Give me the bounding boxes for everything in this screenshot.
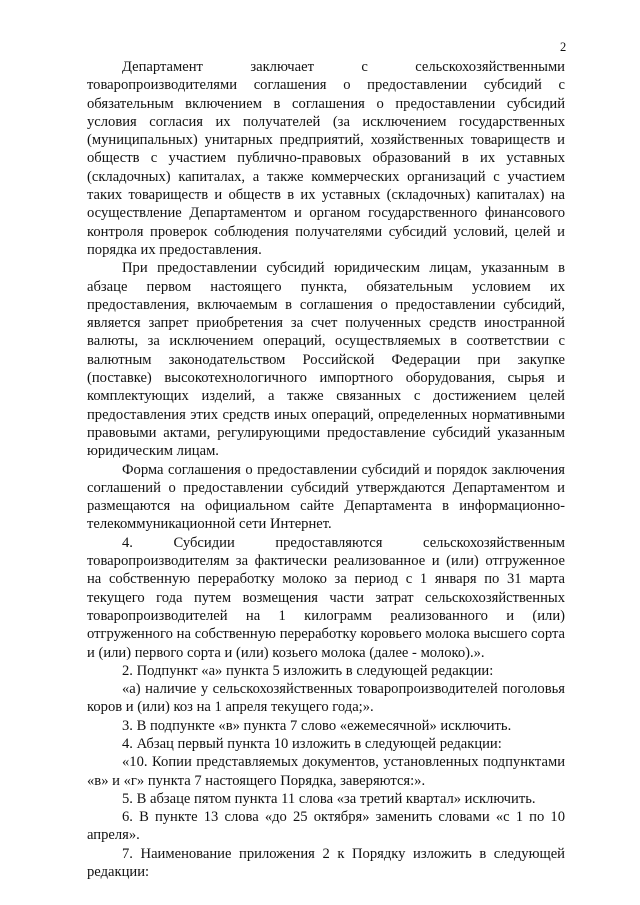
document-body (87, 58, 565, 881)
paragraph: Форма соглашения о предоставлении субсидий и порядок заключения соглашений о предоставлении субсидий утверждаются Департаментом и размещаются на официальном сайте Департамента в информационно-телекоммуникационной сети Интернет. (87, 461, 565, 533)
paragraph: 7. Наименование приложения 2 к Порядку изложить в следующей редакции: (87, 845, 565, 881)
paragraph: 5. В абзаце пятом пункта 11 слова «за третий квартал» исключить. (122, 790, 536, 807)
paragraph: 2. Подпункт «а» пункта 5 изложить в следующей редакции: (122, 662, 494, 679)
paragraph: 4. Абзац первый пункта 10 изложить в следующей редакции: (122, 735, 502, 752)
paragraph: При предоставлении субсидий юридическим лицам, указанным в абзаце первом настоящего пункта, обязательным условием их предоставления, включаемым в соглашения о предоставлении субсидий, является запрет приобретения за счет полученных средств иностранной валюты, за исключением операций, осуществляемых в соответствии с валютным законодательством Российской Федерации при закупке (поставке) высокотехнологичного импортного оборудования, сырья и комплектующих изделий, а также связанных с достижением целей предоставления этих средств иных операций, определенных нормативными правовыми актами, регулирующими предоставление субсидий указанным юридическим лицам. (87, 260, 565, 460)
page-number: 2 (560, 40, 567, 54)
paragraph: 6. В пункте 13 слова «до 25 октября» заменить словами «с 1 по 10 апреля». (87, 809, 565, 844)
paragraph: Департамент заключает с сельскохозяйственными товаропроизводителями соглашения о предоставлении субсидий с обязательным включением в соглашения о предоставлении субсидий условия согласия их получателей (за исключением государственных (муниципальных) унитарных предприятий, хозяйственных товариществ и обществ с участием публично-правовых образований в их уставных (складочных) капиталах, а также коммерческих организаций с участием таких товариществ и обществ в их уставных (складочных) капиталах) на осуществление Департаментом и органом государственного финансового контроля проверок соблюдения получателями субсидий условий, целей и порядка их предоставления. (87, 59, 565, 258)
paragraph: «10. Копии представляемых документов, установленных подпунктами «в» и «г» пункта 7 настоящего Порядка, заверяются:». (87, 754, 565, 789)
paragraph: 3. В подпункте «в» пункта 7 слово «ежемесячной» исключить. (122, 717, 512, 734)
paragraph: 4. Субсидии предоставляются сельскохозяйственным товаропроизводителям за фактически реализованное и (или) отгруженное на собственную переработку молоко за период с 1 января по 31 марта текущего года путем возмещения части затрат сельскохозяйственных товаропроизводителей на 1 килограмм реализованного и (или) отгруженного на собственную переработку коровьего молока высшего сорта и (или) первого сорта и (или) козьего молока (далее - молоко).». (87, 534, 565, 661)
paragraph: «а) наличие у сельскохозяйственных товаропроизводителей поголовья коров и (или) коз на 1 апреля текущего года;». (87, 681, 565, 716)
